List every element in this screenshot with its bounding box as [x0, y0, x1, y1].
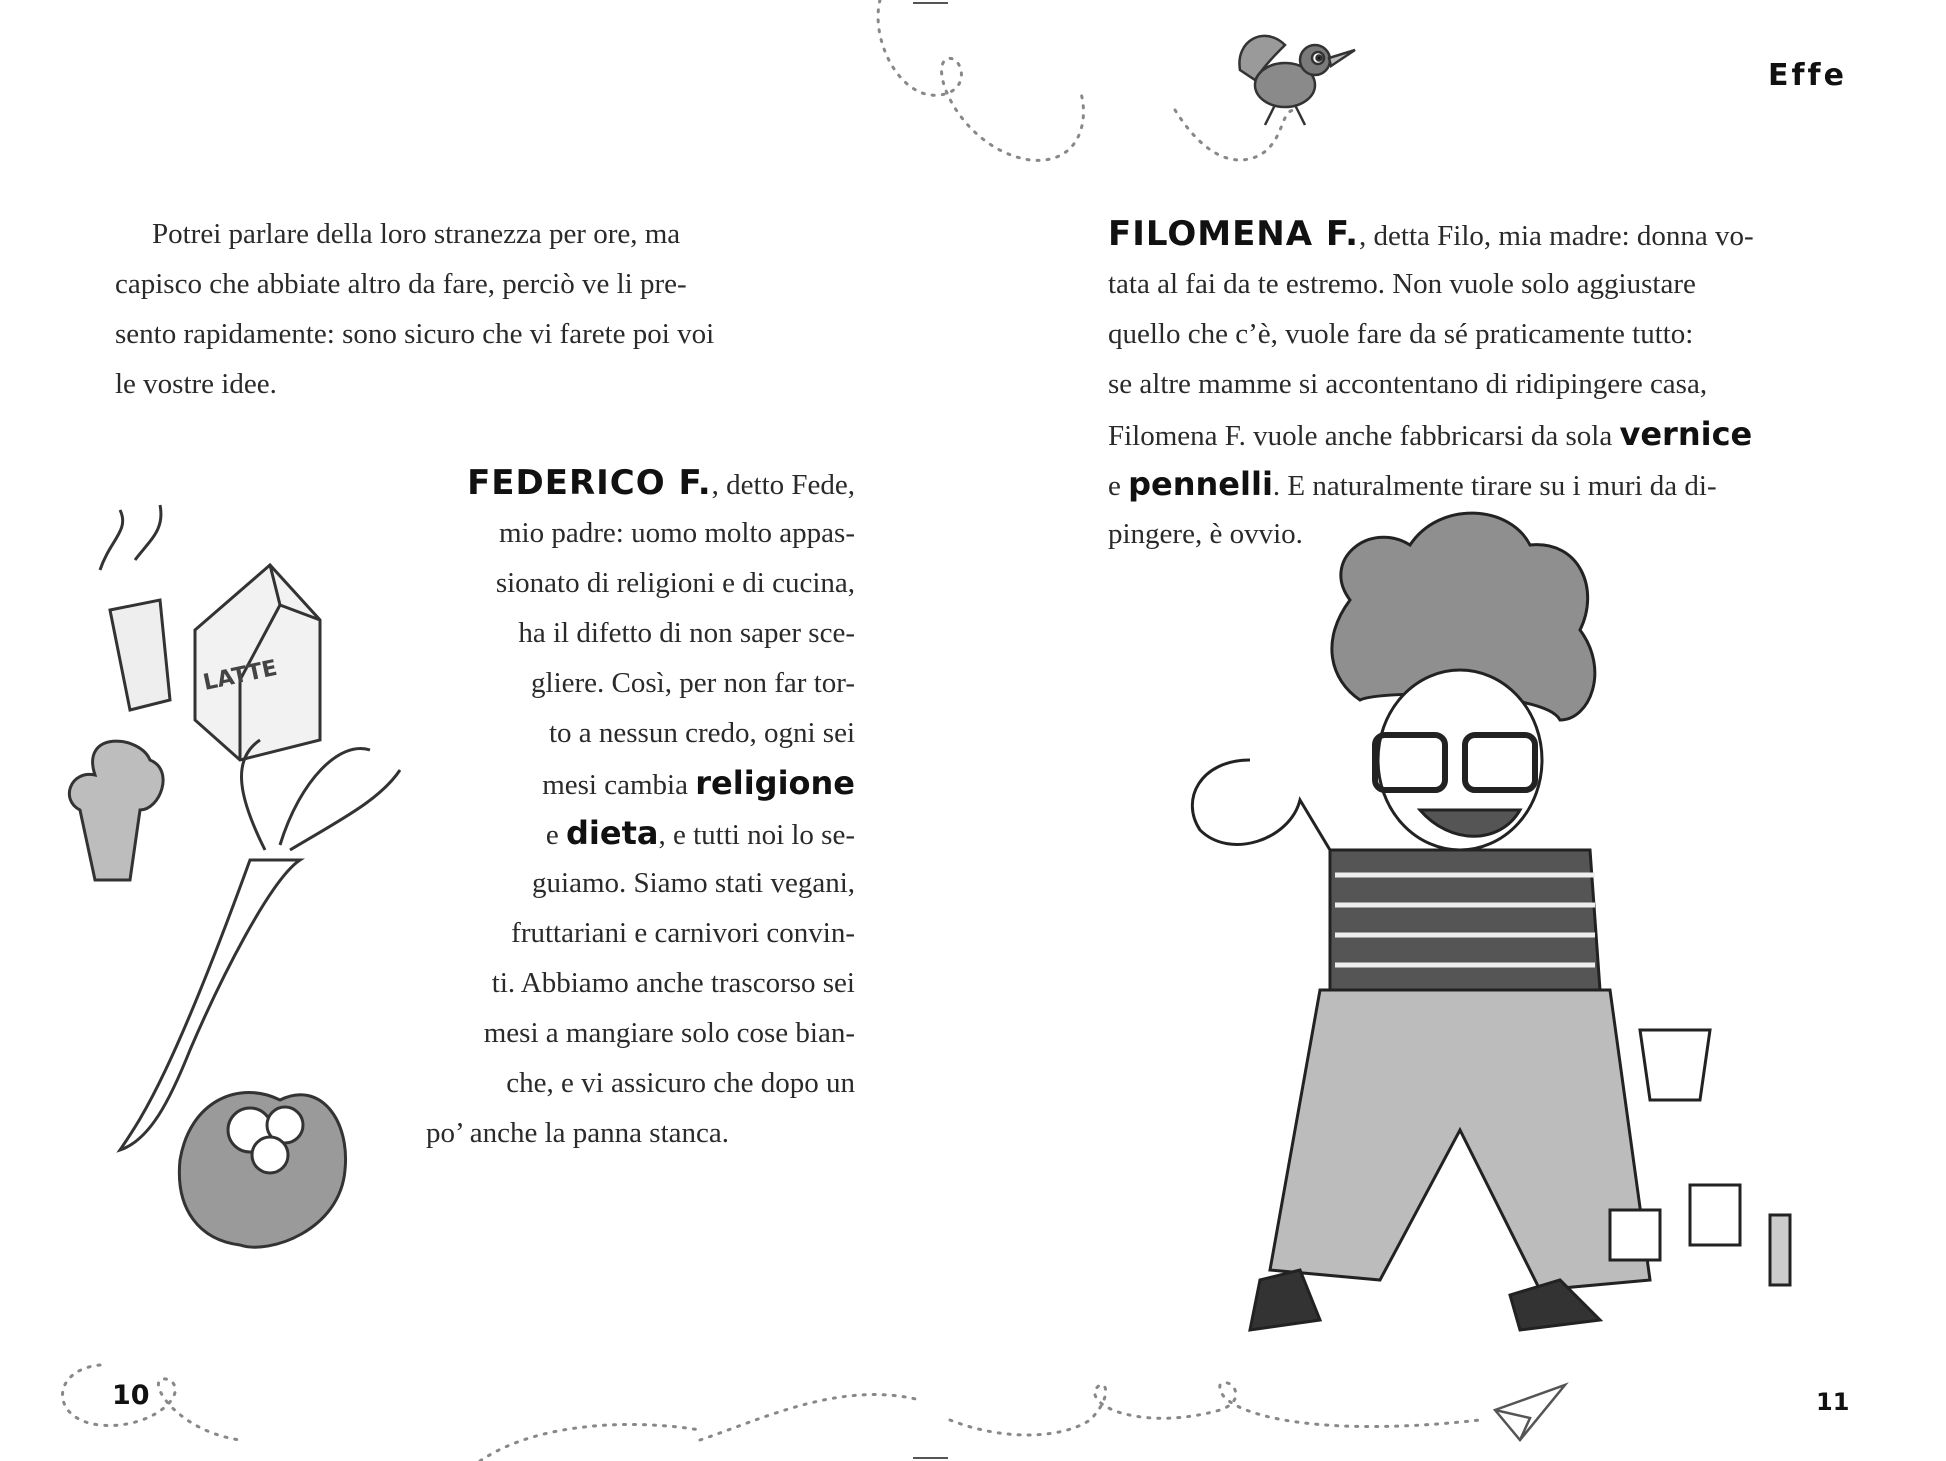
intro-line-2: capisco che abbiate altro da fare, perciò ve li pre- — [115, 268, 687, 300]
dotted-swirl-top-right — [1175, 110, 1295, 160]
federico-line-10: fruttariani e carnivori convin- — [511, 917, 855, 949]
federico-line-5: gliere. Così, per non far tor- — [531, 667, 855, 699]
paper-plane-illustration — [1495, 1385, 1565, 1440]
spray-can — [1770, 1215, 1790, 1285]
dotted-swirl-top-left — [878, 0, 1083, 160]
pennelli-highlight: pennelli — [1128, 465, 1273, 503]
filomena-line-3: quello che c’è, vuole fare da sé praticamente tutto: — [1108, 318, 1694, 350]
milk-carton-label: LATTE — [201, 655, 280, 696]
filomena-line-2: tata al fai da te estremo. Non vuole solo aggiustare — [1108, 268, 1696, 300]
intro-line-1: Potrei parlare della loro stranezza per ore, ma — [152, 218, 681, 250]
food-illustration — [69, 505, 400, 1247]
federico-line-religione: mesi cambia religione — [542, 764, 855, 802]
overalls-shape — [1270, 990, 1650, 1290]
intro-line-4: le vostre idee. — [115, 368, 277, 400]
filomena-line-pennelli: e pennelli. E naturalmente tirare su i muri da di- — [1108, 465, 1717, 503]
federico-line-2: mio padre: uomo molto appas- — [499, 517, 855, 549]
religione-highlight: religione — [695, 764, 855, 802]
glass-shape — [110, 600, 170, 710]
vernice-highlight: vernice — [1619, 415, 1753, 453]
federico-line-11: ti. Abbiamo anche trascorso sei — [491, 967, 855, 999]
intro-line-3: sento rapidamente: sono sicuro che vi farete poi voi — [115, 318, 715, 350]
page-number-right: 11 — [1816, 1388, 1850, 1416]
federico-line-3: sionato di religioni e di cucina, — [495, 567, 855, 599]
cupcake-shape — [69, 741, 163, 880]
dotted-swirl-bottom-right — [950, 1383, 1480, 1435]
paint-can-1 — [1610, 1210, 1660, 1260]
paint-can-2 — [1690, 1185, 1740, 1245]
federico-line-4: ha il difetto di non saper sce- — [518, 617, 855, 649]
flask-arm — [1192, 760, 1330, 850]
federico-line-dieta: e dieta, e tutti noi lo se- — [545, 814, 855, 852]
dotted-swirl-bottom-center — [480, 1395, 920, 1461]
boot-left — [1250, 1270, 1320, 1330]
federico-line-14: po’ anche la panna stanca. — [426, 1117, 729, 1149]
page-number-left: 10 — [112, 1380, 150, 1411]
bucket-shape — [1640, 1030, 1710, 1100]
dotted-swirl-bottom-left — [63, 1365, 241, 1440]
filomena-line-vernice: Filomena F. vuole anche fabbricarsi da sola vernice — [1108, 415, 1753, 453]
filomena-line-4: se altre mamme si accontentano di ridipingere casa, — [1108, 368, 1708, 400]
federico-name: FEDERICO F. — [467, 463, 712, 503]
federico-line-9: guiamo. Siamo stati vegani, — [532, 867, 855, 899]
federico-line-12: mesi a mangiare solo cose bian- — [483, 1017, 855, 1049]
federico-line-13: che, e vi assicuro che dopo un — [506, 1067, 855, 1099]
filomena-line-last: pingere, è ovvio. — [1108, 518, 1303, 550]
woman-diy-illustration — [1192, 513, 1790, 1330]
turkey-bird-illustration — [1239, 36, 1355, 125]
filomena-line-1: FILOMENA F., detta Filo, mia madre: donna vo- — [1108, 214, 1754, 254]
boot-right — [1510, 1280, 1600, 1330]
running-header: Effe — [1768, 58, 1847, 93]
federico-line-1: FEDERICO F., detto Fede, — [467, 463, 855, 503]
federico-line-6: to a nessun credo, ogni sei — [548, 717, 855, 749]
filomena-name: FILOMENA F. — [1108, 214, 1360, 254]
dieta-highlight: dieta — [566, 814, 659, 852]
striped-shirt-shape — [1330, 850, 1600, 990]
